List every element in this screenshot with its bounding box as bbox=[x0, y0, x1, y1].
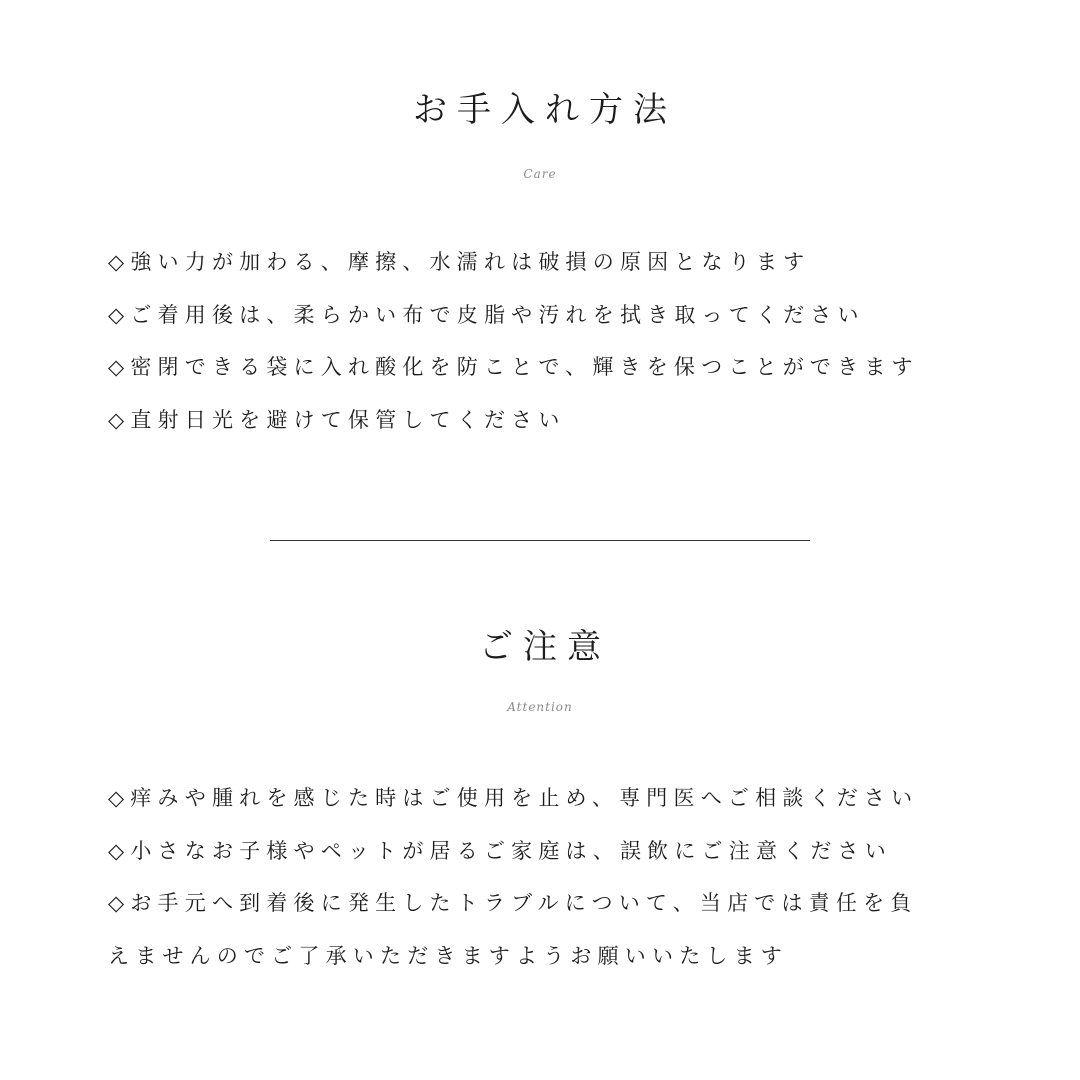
attention-subtitle: Attention bbox=[507, 700, 573, 714]
care-item: ◇強い力が加わる、摩擦、水濡れは破損の原因となります bbox=[108, 250, 811, 274]
attention-item: ◇痒みや腫れを感じた時はご使用を止め、専門医へご相談ください bbox=[108, 786, 919, 810]
attention-item: ◇小さなお子様やペットが居るご家庭は、誤飲にご注意ください bbox=[108, 838, 892, 863]
care-item: ◇密閉できる袋に入れ酸化を防ことで、輝きを保つことができます bbox=[108, 355, 919, 379]
care-title: お手入れ方法 bbox=[413, 90, 677, 130]
care-subtitle: Care bbox=[523, 167, 557, 181]
care-list bbox=[108, 236, 988, 446]
attention-list bbox=[108, 772, 988, 982]
attention-item: えませんのでご了承いただきますようお願いいたします bbox=[108, 943, 788, 968]
care-item: ◇直射日光を避けて保管してください bbox=[108, 407, 566, 432]
attention-item: ◇お手元へ到着後に発生したトラブルについて、当店では責任を負 bbox=[108, 891, 918, 915]
care-item: ◇ご着用後は、柔らかい布で皮脂や汚れを拭き取ってください bbox=[108, 302, 865, 327]
section-divider bbox=[270, 540, 810, 541]
attention-title: ご注意 bbox=[479, 627, 611, 667]
